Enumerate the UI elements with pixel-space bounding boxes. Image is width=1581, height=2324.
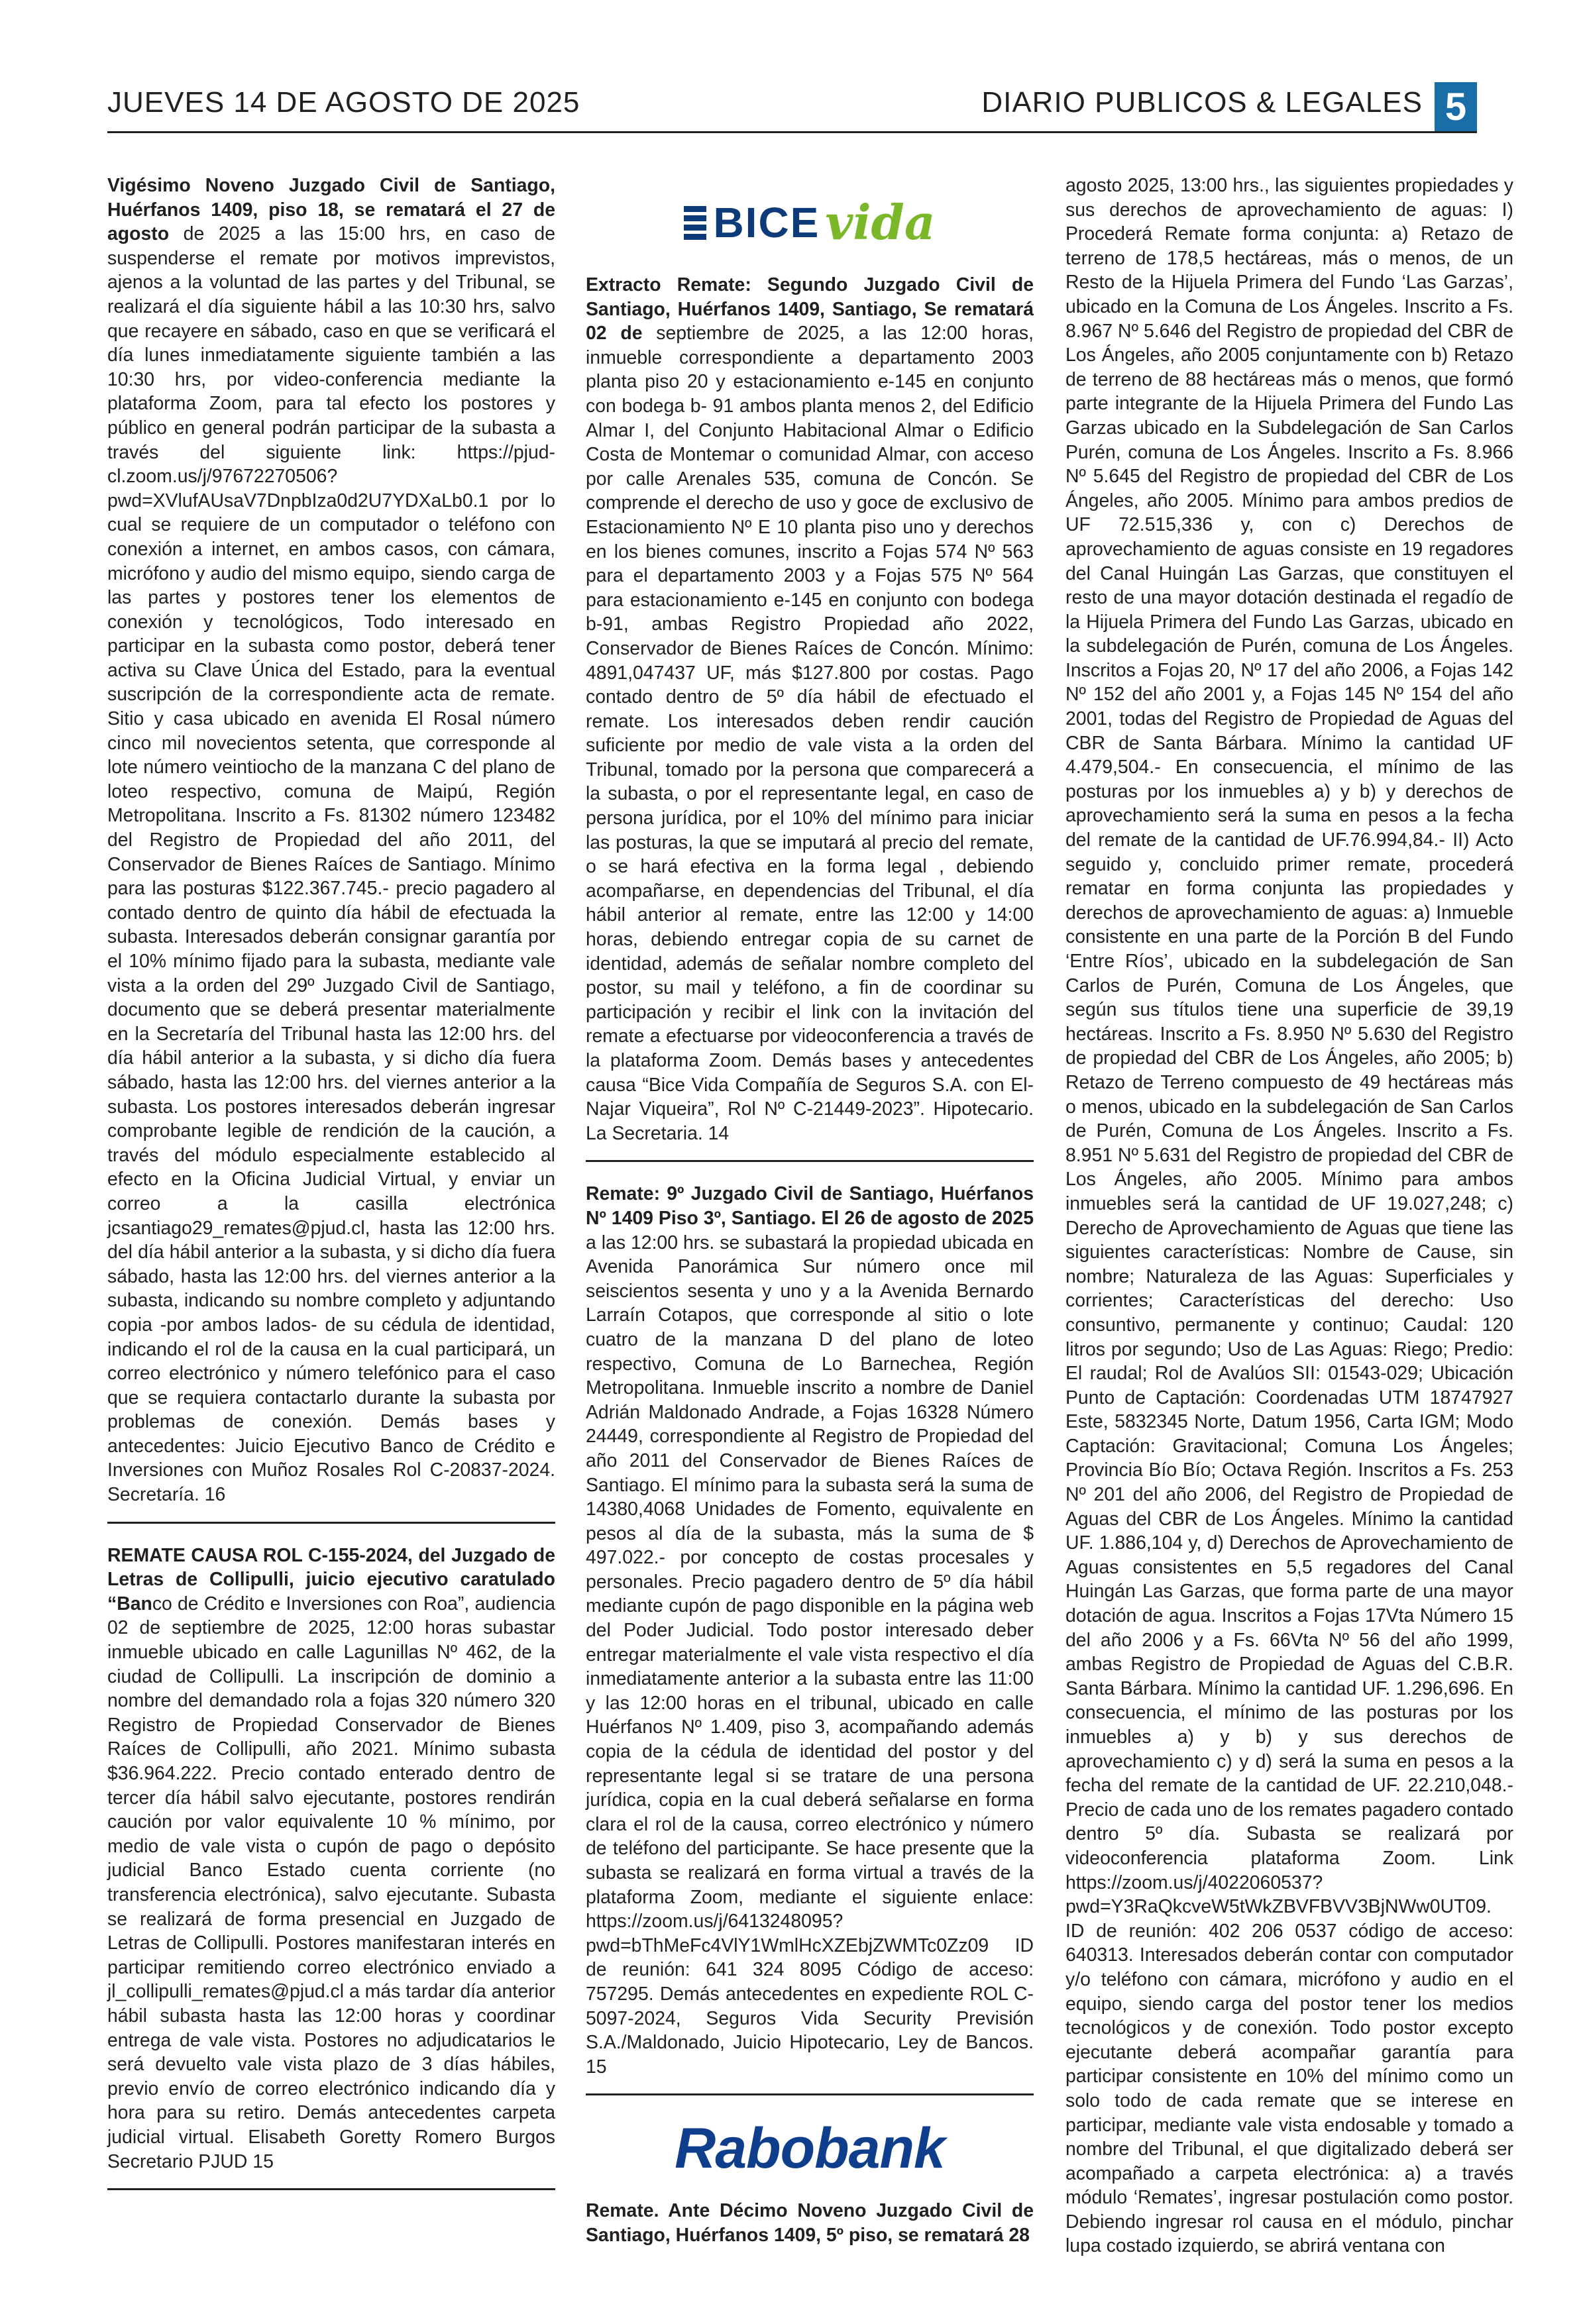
notice-heading: REMATE CAUSA ROL C-155-2024, del Juzgado de Letras de Collipulli, juicio ejecutivo caratulado “Ban xyxy=(107,1544,555,1614)
notice-divider xyxy=(107,2188,555,2190)
notice-heading: Remate. Ante Décimo Noveno Juzgado Civil de Santiago, Huérfanos 1409, 5º piso, se rematará 28 xyxy=(586,2200,1034,2246)
column-2 xyxy=(586,174,1034,2248)
notice-divider xyxy=(586,2093,1034,2095)
rabobank-logo xyxy=(586,2102,1034,2195)
notice-body: de 2025 a las 15:00 hrs, en caso de suspenderse el remate por motivos imprevistos, ajenos a la voluntad de las partes y del Tribunal, se realizará el día siguiente hábil a las 10:30 hrs, salvo que recayere en sábado, caso en que se verificará el día lunes inmediatamente siguiente también a las 10:30 hrs, por video-conferencia mediante la plataforma Zoom, para tal efecto los postores y público en general podrán participar de la subasta a través del siguiente link: https://pjud-cl.zoom.us/j/97672270506?pwd=XVlufAUsaV7DnpbIza0d2U7YDXaLb0.1 por lo cual se requiere de un computador o teléfono con conexión a internet, en ambos casos, con cámara, micrófono y audio del mismo equipo, siendo carga de las partes y postores tener los elementos de conexión y tecnológicos, Todo interesado en participar en la subasta como postor, deberá tener activa su Clave Única del Estado, para la eventual suscripción de la correspondiente acta de remate. Sitio y casa ubicado en avenida El Rosal número cinco mil novecientos setenta, que corresponde al lote número veintiocho de la manzana C del plano de loteo respectivo, comuna de Maipú, Región Metropolitana. Inscrito a Fs. 81302 número 123482 del Registro de Propiedad del año 2011, del Conservador de Bienes Raíces de Santiago. Mínimo para las posturas $122.367.745.- precio pagadero al contado dentro de quinto día hábil de efectuada la subasta. Interesados deberán consignar garantía por el 10% mínimo fijado para la subasta, mediante vale vista a la orden del 29º Juzgado Civil de Santiago, documento que se deberá presentar materialmente en la Secretaría del Tribunal hasta las 12:00 hrs. del día hábil anterior a la subasta, y si dicho día fuera sábado, hasta las 12:00 hrs. del viernes anterior a la subasta. Los postores interesados deberán ingresar comprobante legible de rendición de la caución, a través del módulo especialmente establecido al efecto en la Oficina Judicial Virtual, y enviar un correo a la casilla electrónica jcsantiago29_remates@pjud.cl, hasta las 12:00 hrs. del día hábil anterior a la subasta, y si dicho día fuera sábado, hasta las 12:00 hrs. del viernes anterior a la subasta, indicando su nombre completo y adjuntando copia -por ambos lados- de su cédula de identidad, indicando el rol de la causa en la cual participará, un correo electrónico y número telefónico para el caso que se requiera contactarlo durante la subasta por problemas de conexión. Demás bases y antecedentes: Juicio Ejecutivo Banco de Crédito e Inversiones con Muñoz Rosales Rol C-20837-2024. Secretaría. 16 xyxy=(107,223,555,1506)
notice-heading: Extracto Remate: Segundo Juzgado Civil de Santiago, Huérfanos 1409, Santiago, Se rematará 02 de xyxy=(586,274,1034,344)
bice-bars-icon xyxy=(684,206,706,240)
notice-body: agosto 2025, 13:00 hrs., las siguientes propiedades y sus derechos de aprovechamiento de aguas: I) Procederá Remate forma conjunta: a) Retazo de terreno de 178,5 hectáreas, más o menos, de un Resto de la Hijuela Primera del Fundo ‘Las Garzas’, ubicado en la Comuna de Los Ángeles. Inscrito a Fs. 8.967 Nº 5.646 del Registro de propiedad del CBR de Los Ángeles, año 2005 conjuntamente con b) Retazo de terreno de 88 hectáreas más o menos, que formó parte integrante de la Hijuela Primera del Fundo Las Garzas ubicado en la Subdelegación de San Carlos Purén, comuna de Los Ángeles. Inscrito a Fs. 8.966 Nº 5.645 del Registro de propiedad del CBR de Los Ángeles, año 2005. Mínimo para ambos predios de UF 72.515,336 y, con c) Derechos de aprovechamiento de aguas consiste en 19 regadores del Canal Huingán Las Garzas, que constituyen el resto de una mayor dotación destinada el regadío de la Hijuela Primera del Fundo Las Garzas, ubicado en la subdelegación de Purén, comuna de Los Ángeles. Inscritos a Fojas 20, Nº 17 del año 2006, a Fojas 142 Nº 152 del año 2001 y, a Fojas 145 Nº 154 del año 2001, todas del Registro de Propiedad de Aguas del CBR de Santa Bárbara. Mínimo la cantidad UF 4.479,504.- En consecuencia, el mínimo de las posturas por los inmuebles a) y b) y derechos de aprovechamiento será la suma en pesos a la fecha del remate de la cantidad de UF.76.994,84.- II) Acto seguido y, concluido primer remate, procederá rematar en forma conjunta las propiedades y derechos de aprovechamiento de aguas: a) Inmueble consistente en una parte de la Porción B del Fundo ‘Entre Ríos’, ubicado en la subdelegación de San Carlos de Purén, Comuna de Los Ángeles, que según sus títulos tiene una superficie de 39,19 hectáreas. Inscrito a Fs. 8.950 Nº 5.630 del Registro de propiedad del CBR de Los Ángeles, año 2005; b) Retazo de Terreno compuesto de 49 hectáreas más o menos, ubicado en la subdelegación de San Carlos de Purén, Comuna de Los Ángeles. Inscrito a Fs. 8.951 Nº 5.631 del Registro de propiedad del CBR de Los Ángeles, año 2005. Mínimo para ambos inmuebles será la cantidad de UF 19.027,248; c) Derecho de Aprovechamiento de Aguas que tiene las siguientes características: Nombre de Cause, sin nombre; Naturaleza de las Aguas: Superficiales y corrientes; Características del derecho: Uso consuntivo, permanente y continuo; Caudal: 120 litros por segundo; Uso de Las Aguas: Riego; Predio: El raudal; Rol de Avalúos SII: 01543-029; Ubicación Punto de Captación: Coordenadas UTM 18747927 Este, 5832345 Norte, Datum 1956, Carta IGM; Modo Captación: Gravitacional; Comuna Los Ángeles; Provincia Bío Bío; Octava Región. Inscritos a Fs. 253 Nº 201 del año 2006, del Registro de Propiedad de Aguas del CBR de Los Ángeles. Mínimo la cantidad UF. 1.886,104 y, d) Derechos de Aprovechamiento de Aguas consistentes en 5,5 regadores del Canal Huingán Las Garzas, que forma parte de una mayor dotación de agua. Inscritos a Fojas 17Vta Número 15 del año 2006 y a Fs. 66Vta Nº 56 del año 1999, ambas Registro de Propiedad de Aguas del C.B.R. Santa Bárbara. Mínimo la cantidad UF. 1.296,696. En consecuencia, el mínimo de las posturas por los inmuebles a) y b) y sus derechos de aprovechamiento c) y d) será la suma en pesos a la fecha del remate de la cantidad de UF. 22.210,048.- Precio de cada uno de los remates pagadero contado dentro 5º día. Subasta se realizará por videoconferencia plataforma Zoom. Link https://zoom.us/j/4022060537?pwd=Y3RaQkcveW5tWkZBVFBVV3BjNWw0UT09. ID de reunión: 402 206 0537 código de acceso: 640313. Interesados deberán contar con computador y/o teléfono con cámara, micrófono y audio en el equipo, siendo carga del postor tener los medios tecnológicos y de conexión. Todo postor excepto ejecutante deberá acompañar garantía para participar consistente en 10% del mínimo como un solo todo de cada remate que se interese en participar, mediante vale vista endosable y tomado a nombre del Tribunal, el que digitalizado deberá ser acompañado a carpeta electrónica: a) a través módulo ‘Remates’, ingresar postulación como postor. Debiendo ingresar rol causa en el módulo, pinchar lupa costado izquierdo, se abrirá ventana con xyxy=(1065,175,1513,2257)
notice-body: a las 12:00 hrs. se subastará la propiedad ubicada en Avenida Panorámica Sur número once mil seiscientos sesenta y uno y a la Avenida Bernardo Larraín Cotapos, que corresponde al sitio o lote cuatro de la manzana D del plano de loteo respectivo, Comuna de Lo Barnechea, Región Metropolitana. Inmueble inscrito a nombre de Daniel Adrián Maldonado Andrade, a Fojas 16328 Número 24449, correspondiente al Registro de Propiedad del año 2011 del Conservador de Bienes Raíces de Santiago. El mínimo para la subasta será la suma de 14380,4068 Unidades de Fomento, equivalente en pesos al día de la subasta, más la suma de $ 497.022.- por concepto de costas procesales y personales. Precio pagadero dentro de 5º día hábil mediante cupón de pago disponible en la página web del Poder Judicial. Todo postor interesado deber entregar materialmente el vale vista respectivo el día inmediatamente anterior a la subasta entre las 11:00 y las 12:00 horas en el tribunal, ubicado en calle Huérfanos Nº 1.409, piso 3, acompañando además copia de la cédula de identidad del postor y del representante legal si se tratare de una persona jurídica, copia en la cual deberá señalarse en forma clara el rol de la causa, correo electrónico y número de teléfono del participante. Se hace presente que la subasta se realizará en forma virtual a través de la plataforma Zoom, mediante el siguiente enlace: https://zoom.us/j/6413248095?pwd=bThMeFc4VlY1WmlHcXZEbjZWMTc0Zz09 ID de reunión: 641 324 8095 Código de acceso: 757295. Demás antecedentes en expediente ROL C-5097-2024, Seguros Vida Security Previsión S.A./Maldonado, Juicio Hipotecario, Ley de Bancos. 15 xyxy=(586,1232,1034,2078)
notice-remate-decimo-noveno xyxy=(1065,174,1513,2258)
notice-remate-collipulli xyxy=(107,1544,555,2174)
notice-heading: Remate: 9º Juzgado Civil de Santiago, Huérfanos Nº 1409 Piso 3º, Santiago. El 26 de agosto de 2025 xyxy=(586,1183,1034,1229)
bice-logo-word: BICE xyxy=(713,198,820,246)
header-rule xyxy=(107,131,1477,133)
notice-remate-9-juzgado xyxy=(586,1182,1034,2079)
notice-heading: Vigésimo Noveno Juzgado Civil de Santiago, Huérfanos 1409, piso 18, se rematará el 27 de agosto xyxy=(107,175,555,245)
header-date: JUEVES 14 DE AGOSTO DE 2025 xyxy=(107,86,580,119)
notice-body: septiembre de 2025, a las 12:00 horas, inmueble correspondiente a departamento 2003 planta piso 20 y estacionamiento e-145 en conjunto con bodega b- 91 ambos planta menos 2, del Edificio Almar I, del Conjunto Habitacional Almar o Edificio Costa de Montemar o comunidad Almar, con acceso por calle Arenales 535, comuna de Concón. Se comprende el derecho de uso y goce de exclusivo de Estacionamiento Nº E 10 planta piso uno y derechos en los bienes comunes, inscrito a Fojas 574 Nº 563 para el departamento 2003 y a Fojas 575 Nº 564 para estacionamiento e-145 en conjunto con bodega b-91, ambas Registro Propiedad año 2022, Conservador de Bienes Raíces de Concón. Mínimo: 4891,047437 UF, más $127.800 por costas. Pago contado dentro de 5º día hábil de efectuado el remate. Los interesados deben rendir caución suficiente por medio de vale vista a la orden del Tribunal, tomado por la persona que comparecerá a la subasta, o por el representante legal, en caso de persona jurídica, por el 10% del mínimo para iniciar las posturas, la que se imputará al precio del remate, o se hará efectiva en la forma legal , debiendo acompañarse, en dependencias del Tribunal, el día hábil anterior al remate, entre las 12:00 y 14:00 horas, debiendo entregar copia de su carnet de identidad, además de señalar nombre completo del postor, su mail y teléfono, a fin de coordinar su participación y recibir el link con la invitación del remate a efectuarse por videoconferencia a través de la plataforma Zoom. Demás bases y antecedentes causa “Bice Vida Compañía de Seguros S.A. con El-Najar Viqueira”, Rol Nº C-21449-2023”. Hipotecario. La Secretaria. 14 xyxy=(586,323,1034,1144)
rabobank-logo-word: Rabobank xyxy=(675,2117,945,2181)
notice-vigesimo-noveno-juzgado xyxy=(107,174,555,1507)
notice-divider xyxy=(586,1160,1034,1162)
page-number-badge: 5 xyxy=(1435,82,1477,132)
header-publication: DIARIO PUBLICOS & LEGALES xyxy=(981,86,1423,119)
notice-body: co de Crédito e Inversiones con Roa”, audiencia 02 de septiembre de 2025, 12:00 horas subastar inmueble ubicado en calle Lagunillas Nº 462, de la ciudad de Collipulli. La inscripción de dominio a nombre del demandado rola a fojas 320 número 320 Registro de Propiedad Conservador de Bienes Raíces de Collipulli, año 2021. Mínimo subasta $36.964.222. Precio contado enterado dentro de tercer día hábil salvo ejecutante, postores rendirán caución por valor equivalente 10 % mínimo, por medio de vale vista o cupón de pago o depósito judicial Banco Estado cuenta corriente (no transferencia electrónica), salvo ejecutante. Subasta se realizará de forma presencial en Juzgado de Letras de Collipulli. Postores manifestaran interés en participar remitiendo correo electrónico enviado a jl_collipulli_remates@pjud.cl a más tardar día anterior hábil subasta hasta las 12:00 horas y coordinar entrega de vale vista. Postores no adjudicatarios le será devuelto vale vista plazo de 3 días hábiles, previo envío de correo electrónico indicando día y hora para su retiro. Demás antecedentes carpeta judicial virtual. Elisabeth Goretty Romero Burgos Secretario PJUD 15 xyxy=(107,1593,555,2172)
bice-vida-logo xyxy=(586,176,1034,269)
notice-divider xyxy=(107,1522,555,1524)
column-3 xyxy=(1065,174,1513,2258)
column-1 xyxy=(107,174,555,2197)
notice-remate-decimo-noveno xyxy=(586,2199,1034,2247)
notice-extracto-remate xyxy=(586,273,1034,1145)
vida-logo-word: vida xyxy=(825,193,936,250)
page-header xyxy=(107,78,1477,138)
